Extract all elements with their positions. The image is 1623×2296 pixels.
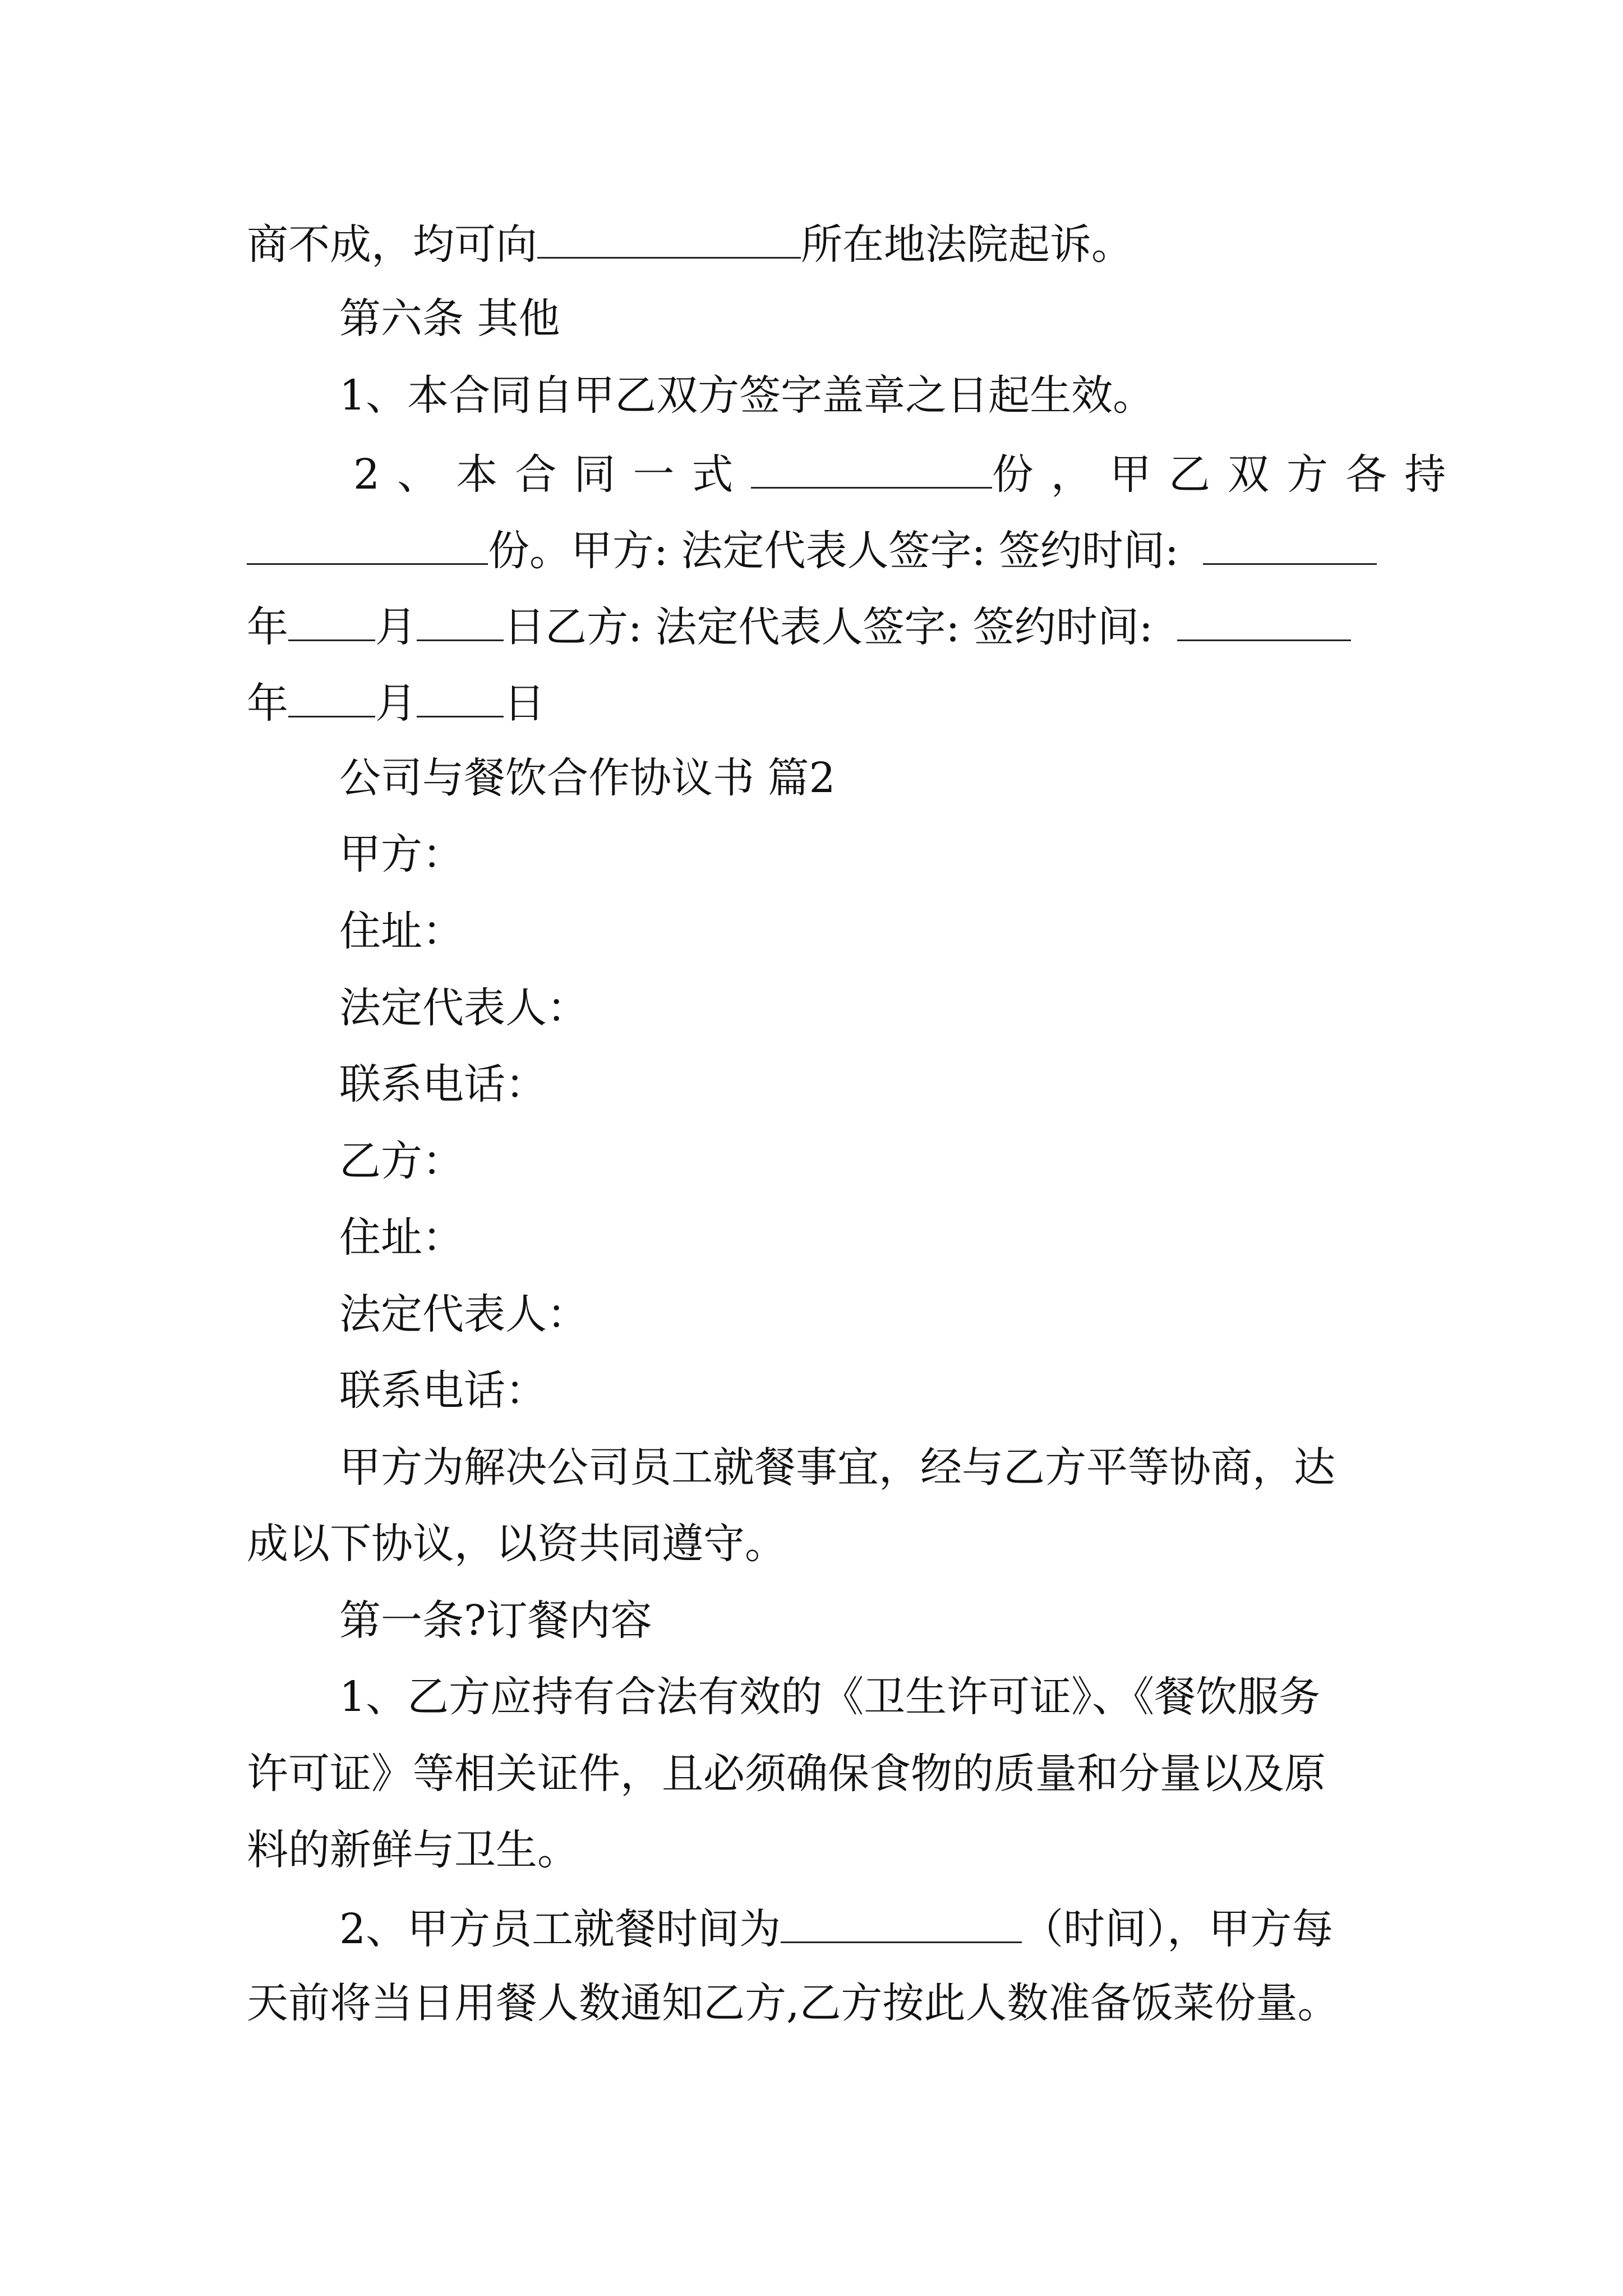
fill-in-blank bbox=[1203, 521, 1377, 565]
text-line: 联系电话： bbox=[339, 1060, 547, 1108]
fill-in-blank bbox=[417, 597, 504, 641]
text-line: 住址： bbox=[339, 1213, 464, 1262]
text-segment: 商不成，均可向 bbox=[247, 220, 537, 269]
text-line: 天前将当日用餐人数通知乙方,乙方按此人数准备饭菜份量。 bbox=[247, 1979, 1339, 2027]
text-line bbox=[353, 444, 1464, 500]
document-title: 公司与餐饮合作协议书 篇2 bbox=[339, 754, 836, 802]
text-line: 甲方： bbox=[339, 830, 464, 878]
text-line bbox=[247, 521, 1385, 577]
text-line: 住址： bbox=[339, 907, 464, 955]
fill-in-blank bbox=[288, 673, 375, 717]
text-line bbox=[339, 1899, 1385, 1955]
text-segment: 日 bbox=[504, 679, 545, 728]
text-segment: 份，甲乙双方各持 bbox=[992, 450, 1464, 499]
text-segment: 份。甲方: 法定代表人签字: 签约时间: bbox=[488, 527, 1179, 575]
text-line: 甲方为解决公司员工就餐事宜，经与乙方平等协商，达 bbox=[339, 1443, 1335, 1492]
fill-in-blank bbox=[537, 214, 801, 259]
text-line: 联系电话： bbox=[339, 1366, 547, 1415]
fill-in-blank bbox=[781, 1899, 1022, 1943]
text-segment: 年 bbox=[247, 603, 288, 651]
text-line bbox=[247, 214, 1385, 270]
fill-in-blank bbox=[288, 597, 375, 641]
fill-in-blank bbox=[417, 673, 504, 717]
text-line: 乙方： bbox=[339, 1137, 464, 1185]
fill-in-blank bbox=[751, 444, 992, 489]
section-heading: 第六条 其他 bbox=[339, 295, 560, 343]
text-segment: 日乙方: 法定代表人签字: 签约时间: bbox=[504, 603, 1153, 651]
text-line: 许可证》等相关证件，且必须确保食物的质量和分量以及原 bbox=[247, 1750, 1326, 1798]
text-line: 1、本合同自甲乙双方签字盖章之日起生效。 bbox=[339, 371, 1155, 420]
text-segment: 所在地法院起诉。 bbox=[801, 220, 1133, 269]
text-segment: 月 bbox=[375, 679, 417, 728]
text-segment: （时间），甲方每 bbox=[1022, 1905, 1334, 1953]
text-line: 法定代表人： bbox=[339, 984, 588, 1032]
text-line: 1、乙方应持有合法有效的《卫生许可证》、《餐饮服务 bbox=[339, 1673, 1321, 1721]
text-line bbox=[247, 597, 1385, 653]
text-line bbox=[247, 673, 1385, 729]
text-segment: 年 bbox=[247, 679, 288, 728]
text-line: 成以下协议，以资共同遵守。 bbox=[247, 1520, 786, 1568]
text-segment: 2、本合同一式 bbox=[353, 450, 751, 499]
section-heading: 第一条?订餐内容 bbox=[339, 1596, 652, 1645]
fill-in-blank bbox=[1177, 597, 1351, 641]
fill-in-blank bbox=[247, 521, 488, 565]
text-segment: 2、甲方员工就餐时间为 bbox=[339, 1905, 781, 1953]
text-line: 法定代表人： bbox=[339, 1290, 588, 1338]
text-line: 料的新鲜与卫生。 bbox=[247, 1826, 579, 1874]
text-segment: 月 bbox=[375, 603, 417, 651]
